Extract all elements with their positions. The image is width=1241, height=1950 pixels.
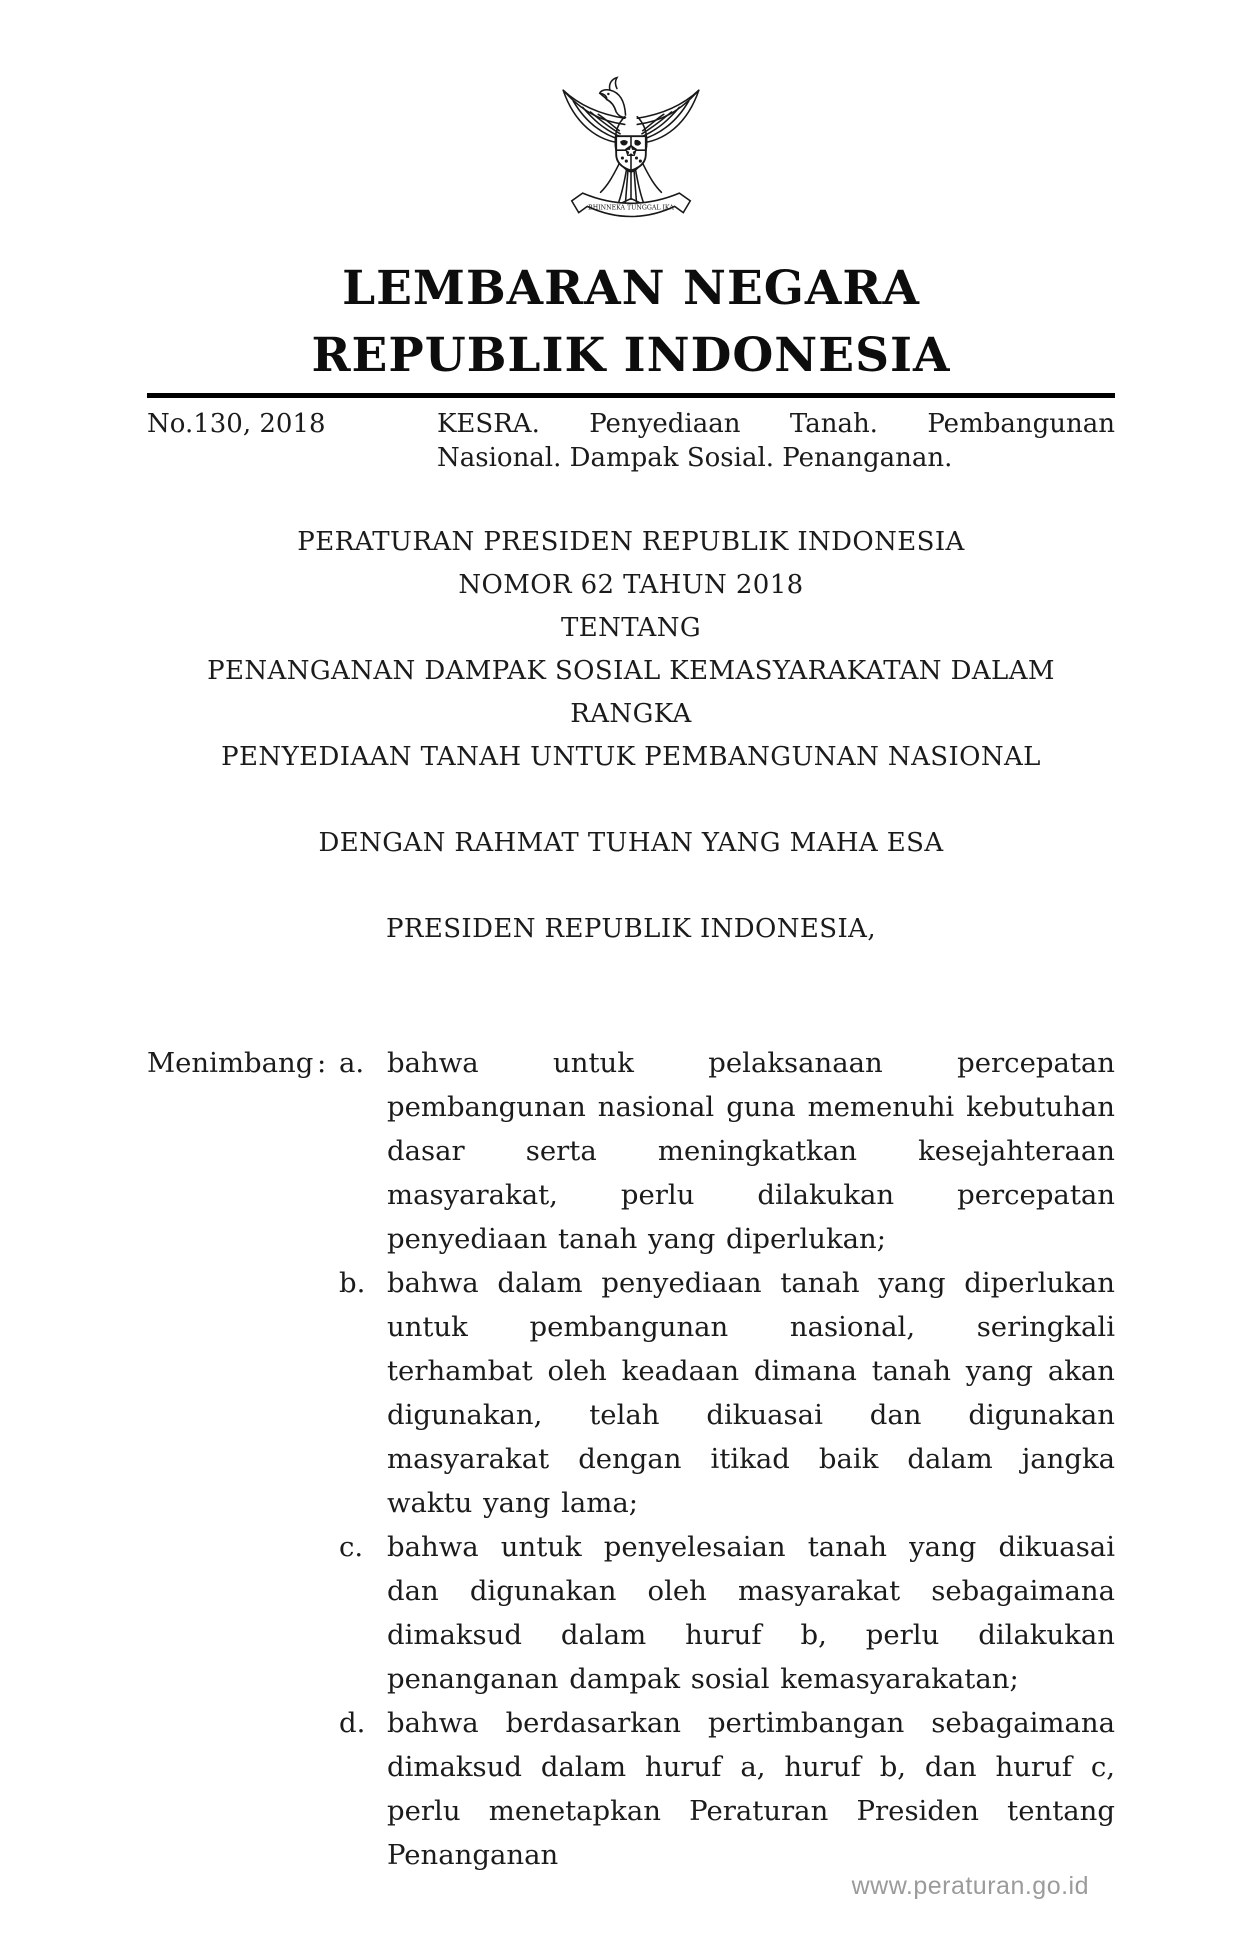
regulation-title-line1: PERATURAN PRESIDEN REPUBLIK INDONESIA: [297, 527, 965, 557]
consideration-item-b: [339, 1261, 1115, 1525]
consideration-text-c: bahwa untuk penyelesaian tanah yang dikuasai dan digunakan oleh masyarakat sebagaimana dimaksud dalam huruf b, perlu dilakukan penanganan dampak sosial kemasyarakatan;: [387, 1531, 1115, 1695]
consideration-item-a: [339, 1041, 1115, 1261]
gazette-meta-row: [147, 407, 1115, 475]
garuda-pancasila-emblem: [553, 68, 709, 248]
invocation-line: DENGAN RAHMAT TUHAN YANG MAHA ESA: [318, 828, 944, 858]
consideration-marker-d: d.: [339, 1707, 366, 1739]
regulation-subject-line2: PENYEDIAAN TANAH UNTUK PEMBANGUNAN NASIONAL: [221, 742, 1041, 772]
authority-line: PRESIDEN REPUBLIK INDONESIA,: [385, 914, 877, 944]
consideration-text-b: bahwa dalam penyediaan tanah yang diperlukan untuk pembangunan nasional, seringkali terhambat oleh keadaan dimana tanah yang akan digunakan, telah dikuasai dan digunakan masyarakat dengan itikad baik dalam jangka waktu yang lama;: [387, 1267, 1115, 1519]
regulation-subject-line1: PENANGANAN DAMPAK SOSIAL KEMASYARAKATAN DALAM RANGKA: [207, 656, 1055, 729]
consideration-marker-b: b.: [339, 1267, 366, 1299]
consideration-item-d: [339, 1701, 1115, 1877]
considerations-block: [147, 1041, 1115, 1877]
footer-website-link[interactable]: www.peraturan.go.id: [851, 1872, 1089, 1900]
masthead-title-line1: LEMBARAN NEGARA: [342, 261, 920, 316]
gazette-number: No.130, 2018: [147, 409, 326, 439]
masthead-divider: [147, 393, 1115, 398]
emblem-motto-text: BHINNEKA TUNGGAL IKA: [588, 204, 674, 212]
consideration-text-a: bahwa untuk pelaksanaan percepatan pembangunan nasional guna memenuhi kebutuhan dasar serta meningkatkan kesejahteraan masyarakat, perlu dilakukan percepatan penyediaan tanah yang diperlukan;: [387, 1047, 1115, 1255]
consideration-text-d: bahwa berdasarkan pertimbangan sebagaimana dimaksud dalam huruf a, huruf b, dan huruf c, perlu menetapkan Peraturan Presiden tentang Penanganan: [387, 1707, 1115, 1871]
menimbang-label: Menimbang: [147, 1047, 314, 1079]
masthead: [147, 68, 1115, 250]
consideration-marker-a: a.: [339, 1047, 365, 1079]
considerations-list: [339, 1041, 1115, 1877]
regulation-heading: [147, 521, 1115, 779]
subject-classification: KESRA. Penyediaan Tanah. Pembangunan Nasional. Dampak Sosial. Penanganan.: [437, 409, 1115, 473]
consideration-item-c: [339, 1525, 1115, 1701]
masthead-title-line2: REPUBLIK INDONESIA: [311, 328, 951, 383]
regulation-number-line: NOMOR 62 TAHUN 2018: [458, 570, 804, 600]
menimbang-colon: :: [317, 1047, 327, 1079]
consideration-marker-c: c.: [339, 1531, 364, 1563]
regulation-tentang-line: TENTANG: [560, 613, 702, 643]
